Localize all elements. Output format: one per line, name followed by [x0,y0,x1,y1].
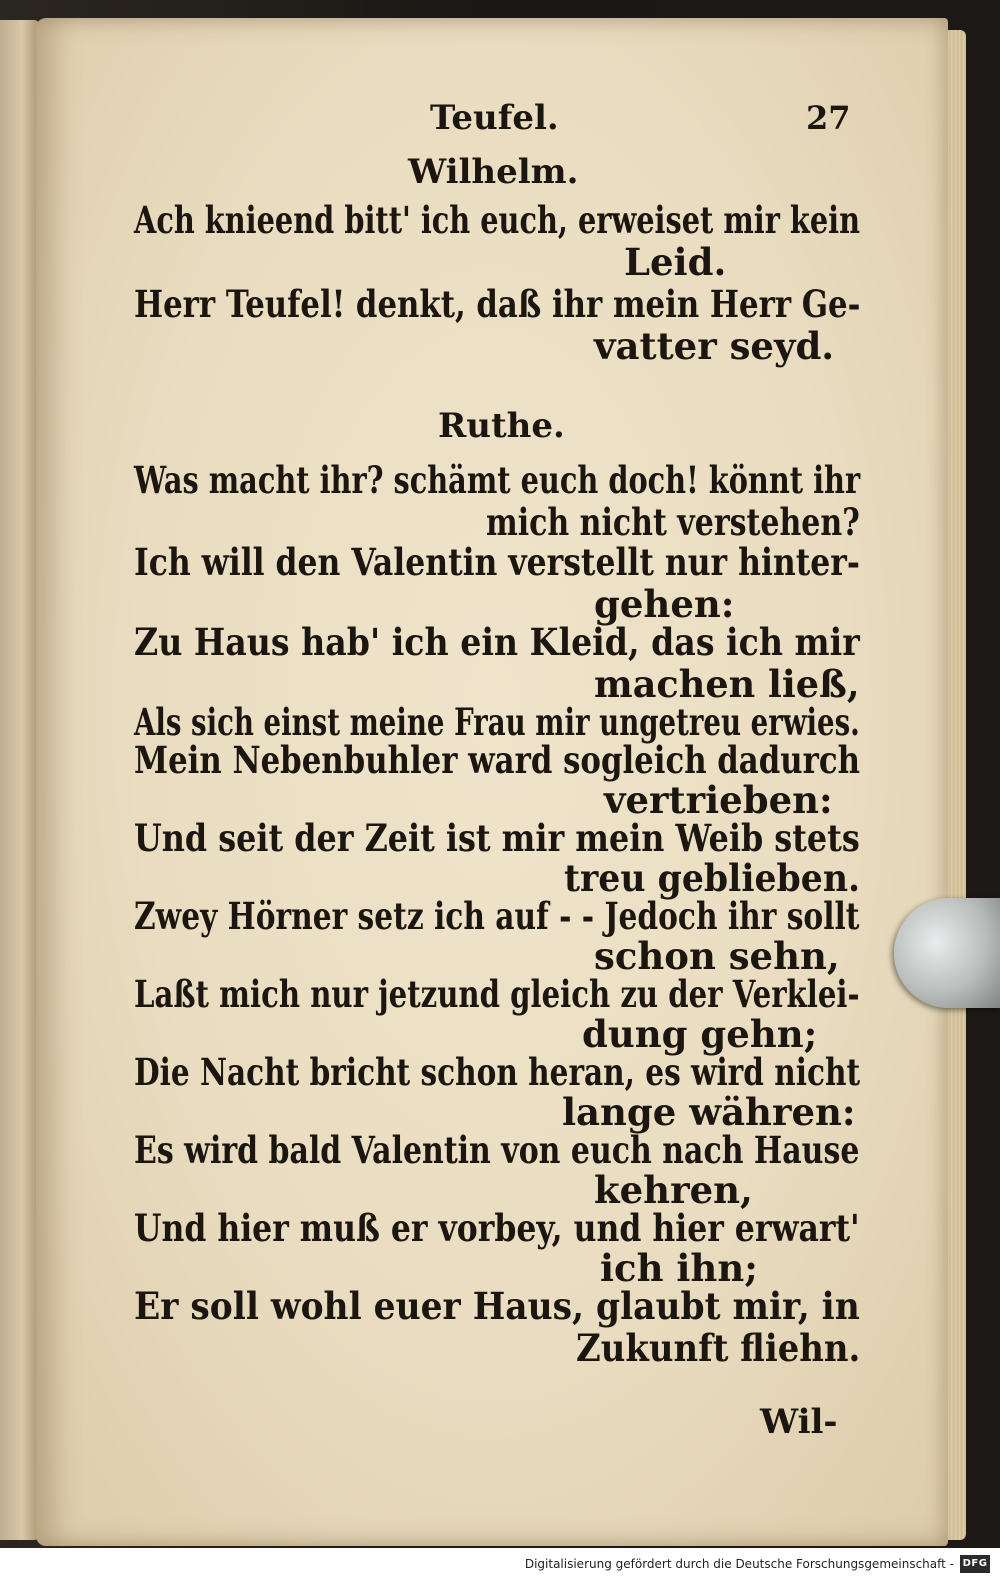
verse-continuation: gehen: [594,582,735,626]
verse-continuation: machen ließ, [594,662,860,706]
verse-line: Und hier muß er vorbey, und hier erwart' [134,1206,860,1250]
verse-line: Es wird bald Valentin von euch nach Hause [134,1128,860,1172]
verse-continuation: schon sehn, [594,934,840,978]
speaker-ruthe: Ruthe. [438,406,565,446]
verse-line: Er soll wohl euer Haus, glaubt mir, in [134,1284,860,1328]
verse-continuation: Leid. [624,240,727,284]
digitization-credit: Digitalisierung gefördert durch die Deutsche Forschungsgemeinschaft - [524,1557,954,1571]
verse-continuation: vatter seyd. [594,324,835,368]
verse-line: Laßt mich nur jetzund gleich zu der Verklei- [134,972,860,1016]
verse-line: Ich will den Valentin verstellt nur hinter- [134,540,860,584]
verse-line: Zwey Hörner setz ich auf - - Jedoch ihr sollt [134,894,860,938]
verse-continuation: kehren, [594,1168,753,1212]
verse-line: Und seit der Zeit ist mir mein Weib stets [134,816,860,860]
verse-line: Zu Haus hab' ich ein Kleid, das ich mir [134,620,860,664]
verse-continuation: mich nicht verstehen? [486,500,860,544]
page-number: 27 [806,99,851,137]
verse-line: Mein Nebenbuhler ward sogleich dadurch [134,738,861,782]
catchword: Wil- [760,1402,838,1442]
verse-continuation: vertrieben: [604,778,833,822]
verse-continuation: treu geblieben. [564,856,861,900]
verse-line: Herr Teufel! denkt, daß ihr mein Herr Ge- [134,282,861,326]
verse-line: Ach knieend bitt' ich euch, erweiset mir kein [134,198,861,242]
verse-continuation: lange währen: [562,1090,856,1134]
speaker-wilhelm: Wilhelm. [408,152,579,192]
verse-line: Als sich einst meine Frau mir ungetreu erwies. [134,700,860,744]
previous-page-edge [0,20,40,1540]
dfg-logo: DFG [960,1555,990,1573]
verse-continuation: ich ihn; [600,1246,758,1290]
metal-page-clip [894,898,1000,1008]
verse-continuation: Zukunft fliehn. [576,1326,861,1370]
verse-continuation: dung gehn; [582,1012,818,1056]
verse-line: Die Nacht bricht schon heran, es wird nicht [134,1050,861,1094]
running-title: Teufel. [430,98,559,138]
verse-line: Was macht ihr? schämt euch doch! könnt ihr [134,458,861,502]
